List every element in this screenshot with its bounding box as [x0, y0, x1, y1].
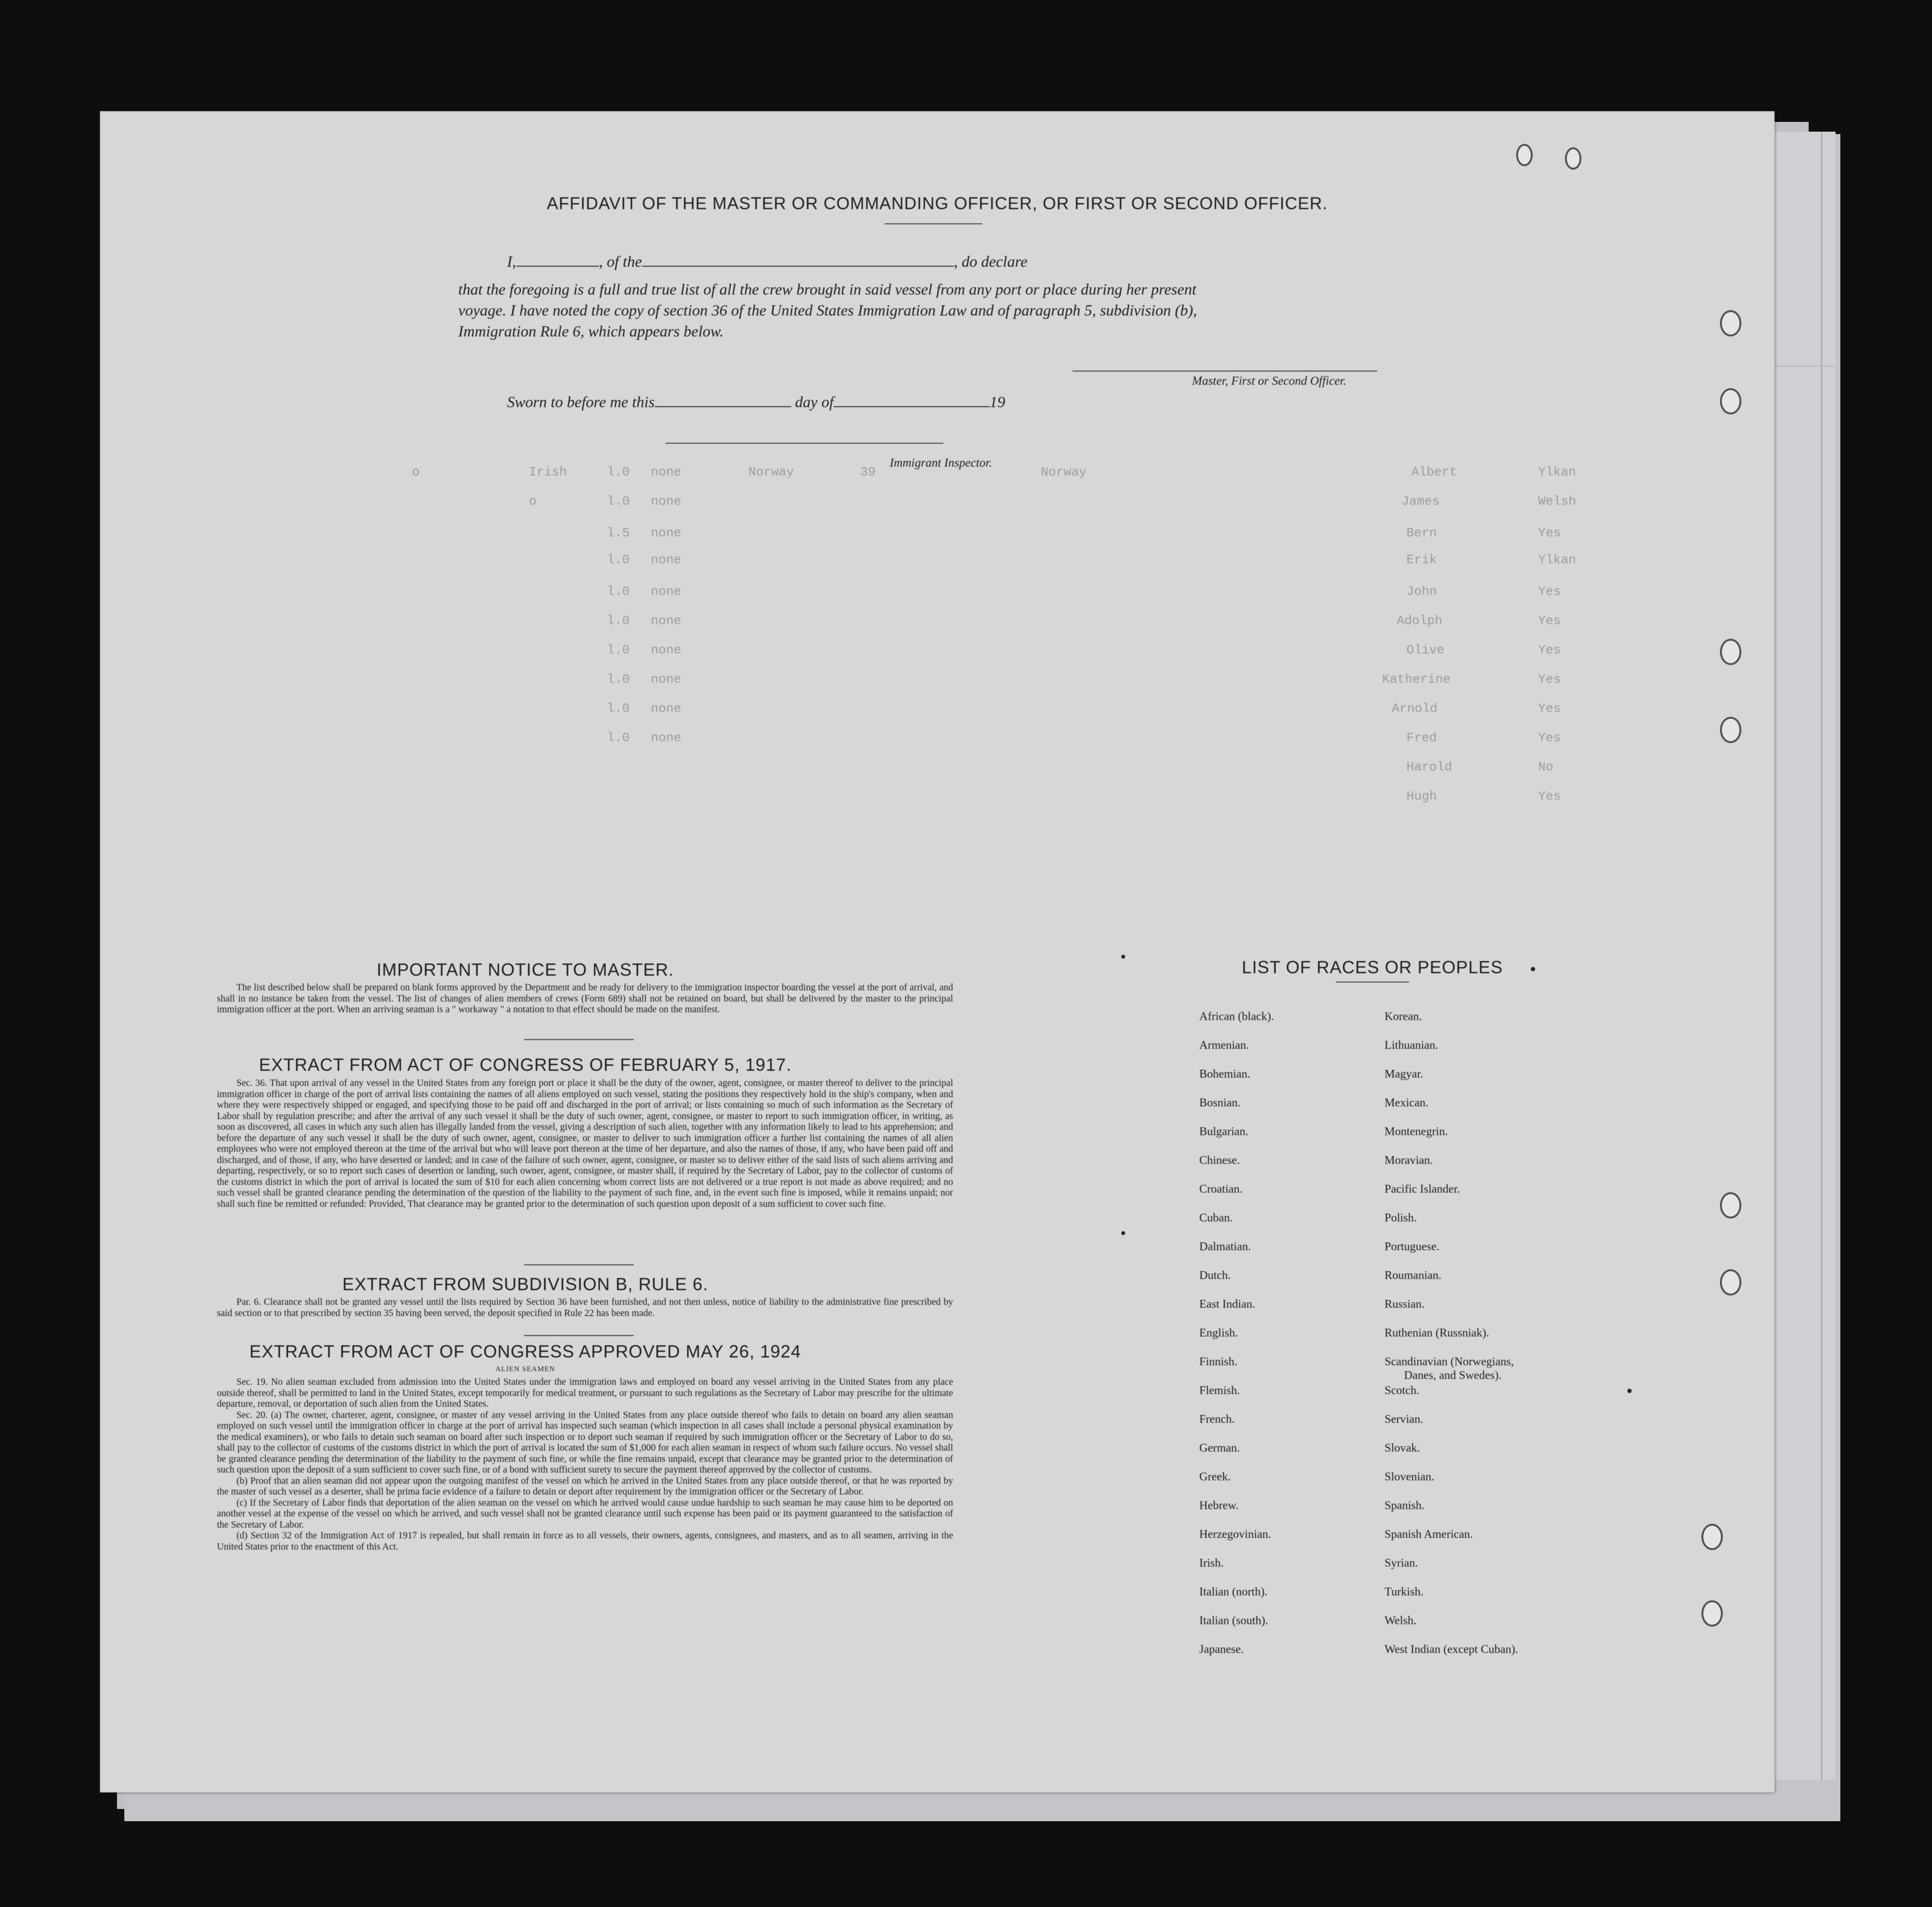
affidavit-line-1: I, , of the , do declare [507, 253, 1028, 270]
race-item: Welsh. [1385, 1614, 1417, 1627]
sec-20a: Sec. 20. (a) The owner, charterer, agent, consignee, or master of any vessel arriving in the United States from any place outside thereof who fails to detain on board any alien seaman employed on such vessel until the immigration officer in charge at the port of arrival has inspected such seaman (which inspection in all cases shall include a personal physical examination by the medical examiners), or who fails to detain such seaman on board after such inspection or to deport such seaman if required by such immigration officer or the Secretary of Labor to do so, shall pay to the collector of customs of the customs district in which the port of arrival is located the sum of $1,000 for each alien seaman in respect of whom such failure occurs. No vessel shall be granted clearance pending the determination of the liability to the payment of such fine, or while the fine remains unpaid, except that clearance may be granted prior to the determination of such question upon the deposit of a sum sufficient to cover such fine, or of a bond with sufficient surety to secure the payment thereof approved by the collector of customs. [217, 1410, 953, 1475]
punch-hole [1701, 1524, 1723, 1550]
ink-dot [1627, 1389, 1632, 1393]
race-item: Croatian. [1199, 1183, 1243, 1196]
race-item: Italian (north). [1199, 1586, 1268, 1598]
notice-body: The list described below shall be prepared on blank forms approved by the Department and be ready for delivery to the immigration inspector boarding the vessel at the port of arrival, and shall in no instance be taken from the vessel. The list of changes of alien members of crews (Form 689) shall not be retained on board, but shall be delivered by the master to the principal immigration officer at the port. When an arriving seaman is a " workaway " a notation to that effect should be made on the manifest. [217, 983, 953, 1015]
race-item: Turkish. [1385, 1586, 1424, 1598]
affidavit-line-3: voyage. I have noted the copy of section 36 of the United States Immigration Law and of paragraph 5, subdivision (b), [458, 301, 1197, 319]
extract-1924-subtitle: ALIEN SEAMEN [495, 1365, 555, 1373]
extract-1917-body: Sec. 36. That upon arrival of any vessel in the United States from any foreign port or place it shall be the duty of the owner, agent, consignee, or master thereof to deliver to the principal immigration officer in charge of the port of arrival lists containing the names of all aliens employed on such vessel, stating the positions they respectively hold in the ship's company, when and where they were respectively shipped or engaged, and specifying those to be paid off and discharged in the port of arrival; or lists containing so much of such information as the Secretary of Labor shall by regulation prescribe; and after the arrival of any such vessel it shall be the duty of such owner, agent, consignee, or master to report to such immigration officer, in writing, as soon as discovered, all cases in which any such alien has illegally landed from the vessel, giving a description of such alien, together with any information likely to lead to his apprehension; and before the departure of any such vessel it shall be the duty of such owner, agent, consignee, or master to deliver to such immigration officer a further list containing the names of all alien employees who were not employed thereon at the time of the arrival but who will leave port thereon at the time of her departure, and also the names of those, if any, who have been paid off and discharged, and of those, if any, who have deserted or landed; and in case of the failure of such owner, agent, consignee, or master so to deliver either of the said lists of such aliens arriving and departing, respectively, or so to report such cases of desertion or landing, such owner, agent, consignee, or master shall, if required by the Secretary of Labor, pay to the collector of customs of the customs district in which the port of arrival is located the sum of $10 for each alien concerning whom correct lists are not delivered or a true report is not made as above required; and no such vessel shall be granted clearance pending the determination of the question of the liability to the payment of such fine, and, in the event such fine is imposed, while it remains unpaid; nor shall such fine be remitted or refunded: Provided, That clearance may be granted prior to the determination of such question upon deposit of a sum sufficient to cover such fine. [217, 1078, 953, 1209]
race-item: Scandinavian (Norwegians, [1385, 1356, 1514, 1368]
punch-hole [1720, 388, 1741, 414]
ink-dot [1531, 967, 1535, 971]
race-item: Ruthenian (Russniak). [1385, 1327, 1489, 1339]
sworn-line: Sworn to before me this day of 19 [507, 393, 1005, 411]
title-rule [885, 223, 982, 224]
punch-hole [1720, 310, 1741, 336]
race-item: Russian. [1385, 1298, 1425, 1311]
extract-1917-title: EXTRACT FROM ACT OF CONGRESS OF FEBRUARY 5, 1917. [259, 1055, 792, 1075]
race-item: Irish. [1199, 1557, 1224, 1570]
punch-hole [1720, 639, 1741, 665]
race-item: German. [1199, 1442, 1240, 1455]
race-item: African (black). [1199, 1010, 1274, 1023]
signature-line[interactable] [1073, 371, 1377, 372]
race-item-continuation: Danes, and Swedes). [1404, 1369, 1502, 1382]
race-item: Japanese. [1199, 1643, 1244, 1656]
race-item: Finnish. [1199, 1356, 1238, 1368]
race-item: Lithuanian. [1385, 1039, 1438, 1052]
sec-19: Sec. 19. No alien seaman excluded from admission into the United States under the immigration laws and employed on board any vessel arriving in the United States from any place outside thereof, shall be permitted to land in the United States, except temporarily for medical treatment, or pursuant to such regulations as the Secretary of Labor may prescribe for the ultimate departure, removal, or deportation of such alien from the United States. [217, 1377, 953, 1409]
race-item: Armenian. [1199, 1039, 1249, 1052]
race-item: Italian (south). [1199, 1614, 1268, 1627]
sec-20c: (c) If the Secretary of Labor finds that deportation of the alien seaman on the vessel on which he arrived would cause undue hardship to such seaman he may cause him to be deported on another vessel at the expense of the vessel on which he arrived, and such vessel shall not be granted clearance until such expense has been paid or its payment guaranteed to the satisfaction of the Secretary of Labor. [217, 1497, 953, 1530]
divider [1336, 982, 1409, 983]
extract-1924-body [217, 1377, 953, 1553]
sec-20d: (d) Section 32 of the Immigration Act of 1917 is repealed, but shall remain in force as to all vessels, their owners, agents, consignees, and masters, and as to all seamen, arriving in the United States prior to the enactment of this Act. [217, 1531, 953, 1552]
race-item: Montenegrin. [1385, 1125, 1448, 1138]
affidavit-line-2: that the foregoing is a full and true list of all the crew brought in said vessel from any port or place during her present [458, 280, 1196, 298]
race-item: East Indian. [1199, 1298, 1255, 1311]
affidavit-line-4: Immigration Rule 6, which appears below. [458, 322, 724, 340]
subdivision-title: EXTRACT FROM SUBDIVISION B, RULE 6. [342, 1274, 708, 1294]
notice-title: IMPORTANT NOTICE TO MASTER. [376, 960, 674, 980]
vessel-blank[interactable] [642, 253, 954, 267]
race-item: Pacific Islander. [1385, 1183, 1460, 1196]
race-item: Chinese. [1199, 1154, 1240, 1167]
race-item: Slovak. [1385, 1442, 1420, 1455]
extract-1924-title: EXTRACT FROM ACT OF CONGRESS APPROVED MAY 26, 1924 [249, 1341, 801, 1361]
sworn-day-blank[interactable] [655, 393, 791, 407]
punch-hole [1701, 1600, 1723, 1627]
race-item: Bulgarian. [1199, 1125, 1249, 1138]
race-item: Herzegovinian. [1199, 1528, 1271, 1541]
race-item: English. [1199, 1327, 1238, 1339]
sec-20b: (b) Proof that an alien seaman did not appear upon the outgoing manifest of the vessel on which he arrived in the United States from any place outside thereof, or that he was reported by the master of such vessel as a deserter, shall be prima facie evidence of a failure to detain or deport after requirement by the immigration officer or the Secretary of Labor. [217, 1475, 953, 1497]
inspector-label: Immigrant Inspector. [890, 456, 992, 470]
race-item: Spanish. [1385, 1499, 1425, 1512]
race-item: Polish. [1385, 1212, 1417, 1224]
ink-dot [1121, 955, 1125, 959]
race-item: Spanish American. [1385, 1528, 1473, 1541]
punch-hole [1565, 147, 1581, 170]
race-item: Hebrew. [1199, 1499, 1239, 1512]
affidavit-title: AFFIDAVIT OF THE MASTER OR COMMANDING OFFICER, OR FIRST OR SECOND OFFICER. [546, 194, 1328, 213]
race-item: Magyar. [1385, 1068, 1424, 1081]
ink-dot [1121, 1231, 1125, 1235]
name-blank[interactable] [516, 253, 599, 267]
races-title: LIST OF RACES OR PEOPLES [1242, 957, 1503, 977]
punch-hole [1720, 1269, 1741, 1296]
race-item: Cuban. [1199, 1212, 1233, 1224]
race-item: Syrian. [1385, 1557, 1418, 1570]
punch-hole [1720, 1192, 1741, 1219]
divider [524, 1335, 634, 1336]
sworn-month-blank[interactable] [834, 393, 990, 407]
signature-label: Master, First or Second Officer. [1192, 374, 1347, 388]
race-item: Scotch. [1385, 1384, 1420, 1397]
divider [524, 1264, 634, 1265]
punch-hole [1516, 144, 1533, 166]
race-item: Bosnian. [1199, 1097, 1241, 1109]
divider [524, 1039, 634, 1040]
race-item: Slovenian. [1385, 1471, 1434, 1483]
race-item: Dalmatian. [1199, 1240, 1251, 1253]
race-item: Roumanian. [1385, 1269, 1442, 1282]
punch-hole [1720, 717, 1741, 743]
race-item: Korean. [1385, 1010, 1422, 1023]
race-item: Greek. [1199, 1471, 1231, 1483]
race-item: Moravian. [1385, 1154, 1433, 1167]
race-item: Flemish. [1199, 1384, 1240, 1397]
race-item: Mexican. [1385, 1097, 1428, 1109]
race-item: Bohemian. [1199, 1068, 1250, 1081]
race-item: Dutch. [1199, 1269, 1231, 1282]
manifest-back-page: o Irish l.0 none Norway 39 Norway Albert Ylkan o l.0 none James Welsh l.5 none Bern Yes l.0 none Erik Ylkan l.0 none John Yes l.0 none Adolph Yes l.0 none Olive Yes l.0 none Katherine Yes l.0 none Arnold Yes l.0 none Fred Yes Harold No Hugh Yes AFFIDAVIT OF THE MASTER OR COMMANDING OFFICER, OR FIRST OR SECOND OFFICER. I, , of the , do declare that the foregoing is a full and true list of all the crew brought in said vessel from any port or place during her present voyage. I have noted the copy of section 36 of the United States Immigration Law and of paragraph 5, subdivision (b), Immigration Rule 6, which appears below. Master, First or Second Officer. Sworn to before me this day of 19 Immigrant Inspector. IMPORTANT NOTICE TO MASTER. The list described below shall be prepared on blank forms approved by the Department and be ready for delivery to the immigration inspector boarding the vessel at the port of arrival, and shall in no instance be taken from the vessel. The list of changes of alien members of crews (Form 689) shall not be retained on board, but shall be delivered by the master to the principal immigration officer at the port. When an arriving seaman is a " workaway " a notation to that effect should be made on the manifest. EXTRACT FROM ACT OF CONGRESS OF FEBRUARY 5, 1917. Sec. 36. That upon arrival of any vessel in the United States from any foreign port or place it shall be the duty of the owner, agent, consignee, or master thereof to deliver to the principal immigration officer in charge of the port of arrival lists containing the names of all aliens employed on such vessel, stating the positions they respectively hold in the ship's company, when and where they were respectively shipped or engaged, and specifying those to be paid off and discharged in the port of arrival; or lists containing so much of such information as the Secretary of Labor shall by regulation prescribe; and after the arrival of any such vessel it shall be the duty of such owner, agent, consignee, or master to report to such immigration officer, in writing, as soon as discovered, all cases in which any such alien has illegally landed from the vessel, giving a description of such alien, together with any information likely to lead to his apprehension; and before the departure of any such vessel it shall be the duty of such owner, agent, consignee, or master to deliver to such immigration officer a further list containing the names of all alien employees who were not employed thereon at the time of the arrival but who will leave port thereon at the time of her departure, and also the names of those, if any, who have been paid off and discharged, and of those, if any, who have deserted or landed; and in case of the failure of such owner, agent, consignee, or master so to deliver either of the said lists of such aliens arriving and departing, respectively, or so to report such cases of desertion or landing, such owner, agent, consignee, or master shall, if required by the Secretary of Labor, pay to the collector of customs of the customs district in which the port of arrival is located the sum of $10 for each alien concerning whom correct lists are not delivered or a true report is not made as above required; and no such vessel shall be granted clearance pending the determination of the question of the liability to the payment of such fine, and, in the event such fine is imposed, while it remains unpaid; nor shall such fine be remitted or refunded: Provided, That clearance may be granted prior to the determination of such question upon deposit of a sum sufficient to cover such fine. EXTRACT FROM SUBDIVISION B, RULE 6. Par. 6. Clearance shall not be granted any vessel until the lists required by Section 36 have been furnished, and not then unless, notice of liability to the administrative fine prescribed by said section or to that prescribed by section 35 having been served, the deposit specified in Rule 22 has been made. EXTRACT FROM ACT OF CONGRESS APPROVED MAY 26, 1924 ALIEN SEAMEN Sec. 19. No alien seaman excluded from admission into the United States under the immigration laws and employed on board any vessel arriving in the United States from any place outside thereof, shall be permitted to land in the United States, except temporarily for medical treatment, or pursuant to such regulations as the Secretary of Labor may prescribe for the ultimate departure, removal, or deportation of such alien from the United States. Sec. 20. (a) The owner, charterer, agent, consignee, or master of any vessel arriving in the United States from any place outside thereof who fails to detain on board any alien seaman employed on such vessel until the immigration officer in charge at the port of arrival has inspected such seaman (which inspection in all cases shall include a personal physical examination by the medical examiners), or who fails to detain such seaman on board after such inspection or to deport such seaman if required by such immigration officer or the Secretary of Labor to do so, shall pay to the collector of customs of the customs district in which the port of arrival is located the sum of $1,000 for each alien seaman in respect of whom such failure occurs. No vessel shall be granted clearance pending the determination of the liability to the payment of such fine, or while the fine remains unpaid, except that clearance may be granted prior to the determination of such question upon the deposit of a sum sufficient to cover such fine, or of a bond with sufficient surety to secure the payment thereof approved by the collector of customs. (b) Proof that an alien seaman did not appear upon the outgoing manifest of the vessel on which he arrived in the United States from any place outside thereof, or that he was reported by the master of such vessel as a deserter, shall be prima facie evidence of a failure to detain or deport after requirement by the immigration officer or the Secretary of Labor. (c) If the Secretary of Labor finds that deportation of the alien seaman on the vessel on which he arrived would cause undue hardship to such seaman he may cause him to be deported on another vessel at the expense of the vessel on which he arrived, and such vessel shall not be granted clearance until such expense has been paid or its payment guaranteed to the satisfaction of the Secretary of Labor. (d) Section 32 of the Immigration Act of 1917 is repealed, but shall remain in force as to all vessels, their owners, agents, consignees, and masters, and as to all seamen, arriving in the United States prior to the enactment of this Act. LIST OF RACES OR PEOPLES African (black). Armenian. Bohemian. Bosnian. Bulgarian. Chinese. Croatian. Cuban. Dalmatian. Dutch. East Indian. English. Finnish. Flemish. French. German. Greek. Hebrew. Herzegovinian. Irish. Italian (north). Italian (south). Japanese. Korean. Lithuanian. Magyar. Mexican. Montenegrin. Moravian. Pacific Islander. Polish. Portuguese. Roumanian. Russian. Ruthenian (Russniak). Scandinavian (Norwegians, Scotch. Servian. Slovak. Slovenian. Spanish. Spanish American. Syrian. Turkish. Welsh. West Indian (except Cuban). Danes, and Swedes). [100, 111, 1775, 1792]
race-item: Servian. [1385, 1413, 1424, 1426]
inspector-signature-line[interactable] [665, 443, 943, 444]
race-item: Portuguese. [1385, 1240, 1440, 1253]
subdivision-body: Par. 6. Clearance shall not be granted any vessel until the lists required by Section 36 have been furnished, and not then unless, notice of liability to the administrative fine prescribed by said section or to that prescribed by section 35 having been served, the deposit specified in Rule 22 has been made. [217, 1297, 953, 1318]
race-item: West Indian (except Cuban). [1385, 1643, 1518, 1656]
race-item: French. [1199, 1413, 1235, 1426]
